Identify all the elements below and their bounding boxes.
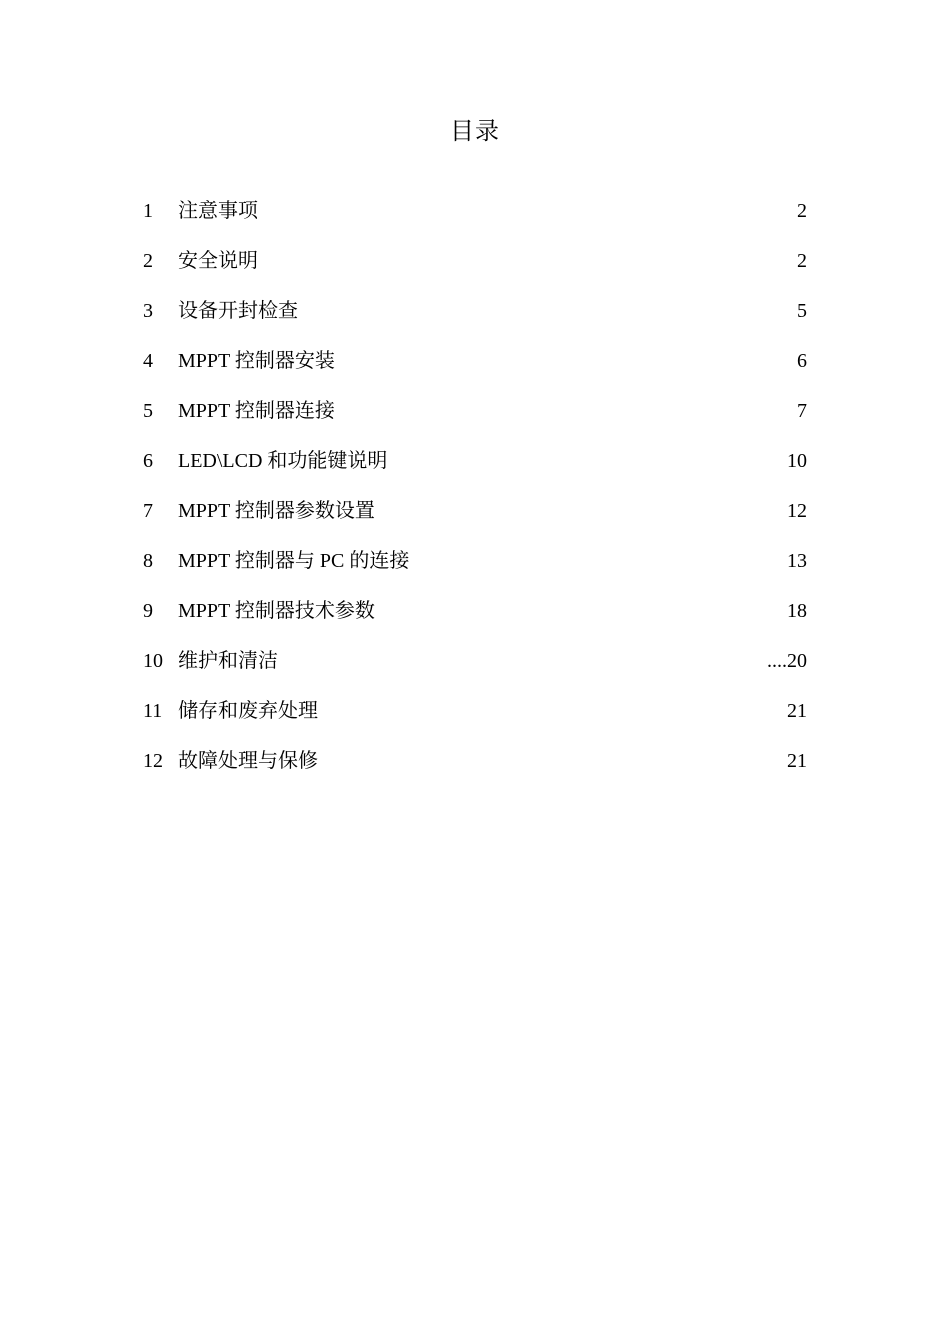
toc-entry-page: 2 xyxy=(797,200,807,222)
toc-entry-label: LED\LCD 和功能键说明 xyxy=(178,450,388,472)
toc-entry-number: 11 xyxy=(143,700,163,722)
toc-entry-page: 18 xyxy=(787,600,807,622)
toc-entry-label: 维护和清洁 xyxy=(178,650,278,672)
toc-entry-label: MPPT 控制器连接 xyxy=(178,400,335,422)
toc-entry-number: 12 xyxy=(143,750,163,772)
toc-entry-page: 13 xyxy=(787,550,807,572)
toc-entry-label: 设备开封检查 xyxy=(178,300,298,322)
toc-entry-label: 储存和废弃处理 xyxy=(178,700,318,722)
toc-entry-label: MPPT 控制器与 PC 的连接 xyxy=(178,550,410,572)
toc-entry[interactable] xyxy=(143,593,807,643)
toc-entry-number: 10 xyxy=(143,650,163,672)
toc-entry-label: MPPT 控制器参数设置 xyxy=(178,500,375,522)
toc-entry-page: ....20 xyxy=(767,650,807,672)
toc-entry-number: 1 xyxy=(143,200,153,222)
toc-entry-page: 21 xyxy=(787,700,807,722)
toc-entry-label: 注意事项 xyxy=(178,200,258,222)
toc-entry[interactable] xyxy=(143,493,807,543)
toc-entry[interactable] xyxy=(143,293,807,343)
table-of-contents xyxy=(143,193,807,793)
toc-entry-label: MPPT 控制器安装 xyxy=(178,350,335,372)
toc-entry-number: 4 xyxy=(143,350,153,372)
toc-entry[interactable] xyxy=(143,543,807,593)
toc-entry[interactable] xyxy=(143,443,807,493)
toc-entry-label: 安全说明 xyxy=(178,250,258,272)
toc-entry-label: MPPT 控制器技术参数 xyxy=(178,600,375,622)
toc-entry-page: 12 xyxy=(787,500,807,522)
toc-entry-page: 2 xyxy=(797,250,807,272)
toc-entry[interactable] xyxy=(143,643,807,693)
toc-entry-number: 2 xyxy=(143,250,153,272)
toc-entry-number: 6 xyxy=(143,450,153,472)
toc-entry-page: 10 xyxy=(787,450,807,472)
toc-entry-number: 5 xyxy=(143,400,153,422)
toc-entry-number: 8 xyxy=(143,550,153,572)
toc-entry-number: 7 xyxy=(143,500,153,522)
toc-entry[interactable] xyxy=(143,343,807,393)
toc-entry-label: 故障处理与保修 xyxy=(178,750,318,772)
toc-entry[interactable] xyxy=(143,743,807,793)
toc-entry-page: 7 xyxy=(797,400,807,422)
toc-entry[interactable] xyxy=(143,243,807,293)
toc-entry[interactable] xyxy=(143,693,807,743)
toc-entry[interactable] xyxy=(143,393,807,443)
page-title: 目录 xyxy=(450,119,500,145)
toc-entry-number: 3 xyxy=(143,300,153,322)
toc-entry-page: 21 xyxy=(787,750,807,772)
toc-entry[interactable] xyxy=(143,193,807,243)
toc-entry-number: 9 xyxy=(143,600,153,622)
toc-entry-page: 5 xyxy=(797,300,807,322)
toc-entry-page: 6 xyxy=(797,350,807,372)
